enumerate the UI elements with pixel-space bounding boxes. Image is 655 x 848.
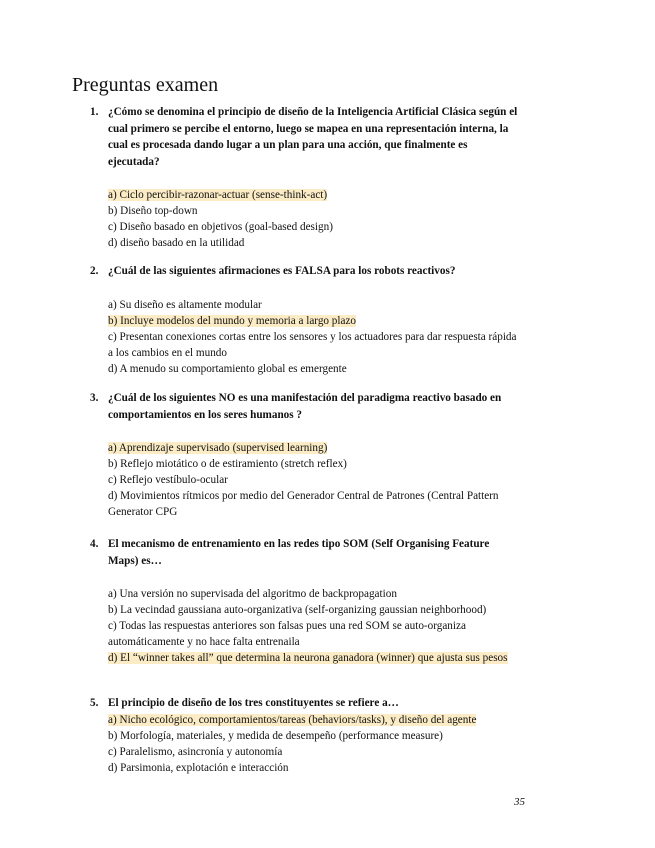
option-b — [108, 456, 520, 472]
question-number: 5. — [90, 697, 99, 709]
option-a — [108, 297, 520, 313]
option-text: a) Una versión no supervisada del algoritmo de backpropagation — [108, 588, 397, 600]
option-a — [108, 586, 520, 602]
question-2 — [90, 263, 520, 377]
option-text: d) diseño basado en la utilidad — [108, 237, 245, 249]
question-heading — [90, 390, 520, 423]
question-heading — [90, 104, 520, 170]
answer-options — [108, 187, 520, 251]
option-c — [108, 329, 520, 361]
answer-options — [108, 712, 520, 776]
correct-answer-highlight: a) Nicho ecológico, comportamientos/tareas (behaviors/tasks), y diseño del agente — [108, 713, 477, 726]
option-text: d) Parsimonia, explotación e interacción — [108, 761, 289, 774]
question-text: ¿Cuál de los siguientes NO es una manifestación del paradigma reactivo basado en comportamientos en los seres humanos ? — [108, 392, 502, 421]
question-1 — [90, 104, 520, 251]
page-title: Preguntas examen — [72, 74, 219, 96]
correct-answer-highlight: a) Ciclo percibir-razonar-actuar (sense-think-act) — [108, 189, 328, 201]
answer-options — [108, 586, 520, 666]
option-text: c) Presentan conexiones cortas entre los sensores y los actuadores para dar respuesta rápida a los cambios en el mundo — [108, 330, 517, 359]
option-c — [108, 472, 520, 488]
option-text: d) A menudo su comportamiento global es emergente — [108, 362, 347, 375]
option-text: b) Reflejo miotático o de estiramiento (stretch reflex) — [108, 458, 347, 470]
answer-options — [108, 440, 520, 520]
option-b — [108, 203, 520, 219]
answer-options — [108, 297, 520, 377]
question-text: El mecanismo de entrenamiento en las redes tipo SOM (Self Organising Feature Maps) es… — [108, 538, 490, 567]
correct-answer-highlight: a) Aprendizaje supervisado (supervised learning) — [108, 442, 328, 454]
option-text: b) Morfología, materiales, y medida de desempeño (performance measure) — [108, 729, 443, 742]
question-number: 3. — [90, 392, 99, 404]
question-3 — [90, 390, 520, 520]
option-c — [108, 219, 520, 235]
question-number: 1. — [90, 106, 99, 118]
option-a — [108, 440, 520, 456]
question-number: 2. — [90, 265, 99, 277]
question-text: ¿Cuál de las siguientes afirmaciones es FALSA para los robots reactivos? — [108, 265, 456, 277]
option-text: a) Su diseño es altamente modular — [108, 298, 262, 311]
question-heading — [90, 536, 520, 569]
option-d — [108, 488, 520, 520]
option-text: b) La vecindad gaussiana auto-organizativa (self-organizing gaussian neighborhood) — [108, 604, 487, 616]
option-b — [108, 313, 520, 329]
option-text: c) Reflejo vestíbulo-ocular — [108, 474, 228, 486]
correct-answer-highlight: d) El “winner takes all” que determina la neurona ganadora (winner) que ajusta sus pesos — [108, 652, 508, 664]
question-text: El principio de diseño de los tres constituyentes se refiere a… — [108, 697, 399, 709]
option-text: c) Todas las respuestas anteriores son falsas pues una red SOM se auto-organiza automáticamente y no hace falta entrenaila — [108, 620, 466, 648]
option-text: d) Movimientos rítmicos por medio del Generador Central de Patrones (Central Pattern Generator CPG — [108, 490, 499, 518]
question-text: ¿Cómo se denomina el principio de diseño de la Inteligencia Artificial Clásica según el cual primero se percibe el entorno, luego se mapea en una representación interna, la cual es procesada dando lugar a un plan para una acción, que finalmente es ejecutada? — [108, 106, 518, 168]
option-a — [108, 712, 520, 728]
question-heading — [90, 695, 520, 712]
option-b — [108, 602, 520, 618]
option-text: c) Diseño basado en objetivos (goal-based design) — [108, 221, 333, 233]
option-text: b) Diseño top-down — [108, 205, 198, 217]
option-d — [108, 760, 520, 776]
question-heading — [90, 263, 520, 280]
option-c — [108, 618, 520, 650]
question-number: 4. — [90, 538, 99, 550]
question-5 — [90, 695, 520, 776]
option-d — [108, 361, 520, 377]
option-d — [108, 235, 520, 251]
option-b — [108, 728, 520, 744]
page-number: 35 — [514, 796, 525, 808]
question-4 — [90, 536, 520, 666]
option-c — [108, 744, 520, 760]
correct-answer-highlight: b) Incluye modelos del mundo y memoria a largo plazo — [108, 314, 357, 327]
option-text: c) Paralelismo, asincronía y autonomía — [108, 745, 283, 758]
option-d — [108, 650, 520, 666]
option-a — [108, 187, 520, 203]
